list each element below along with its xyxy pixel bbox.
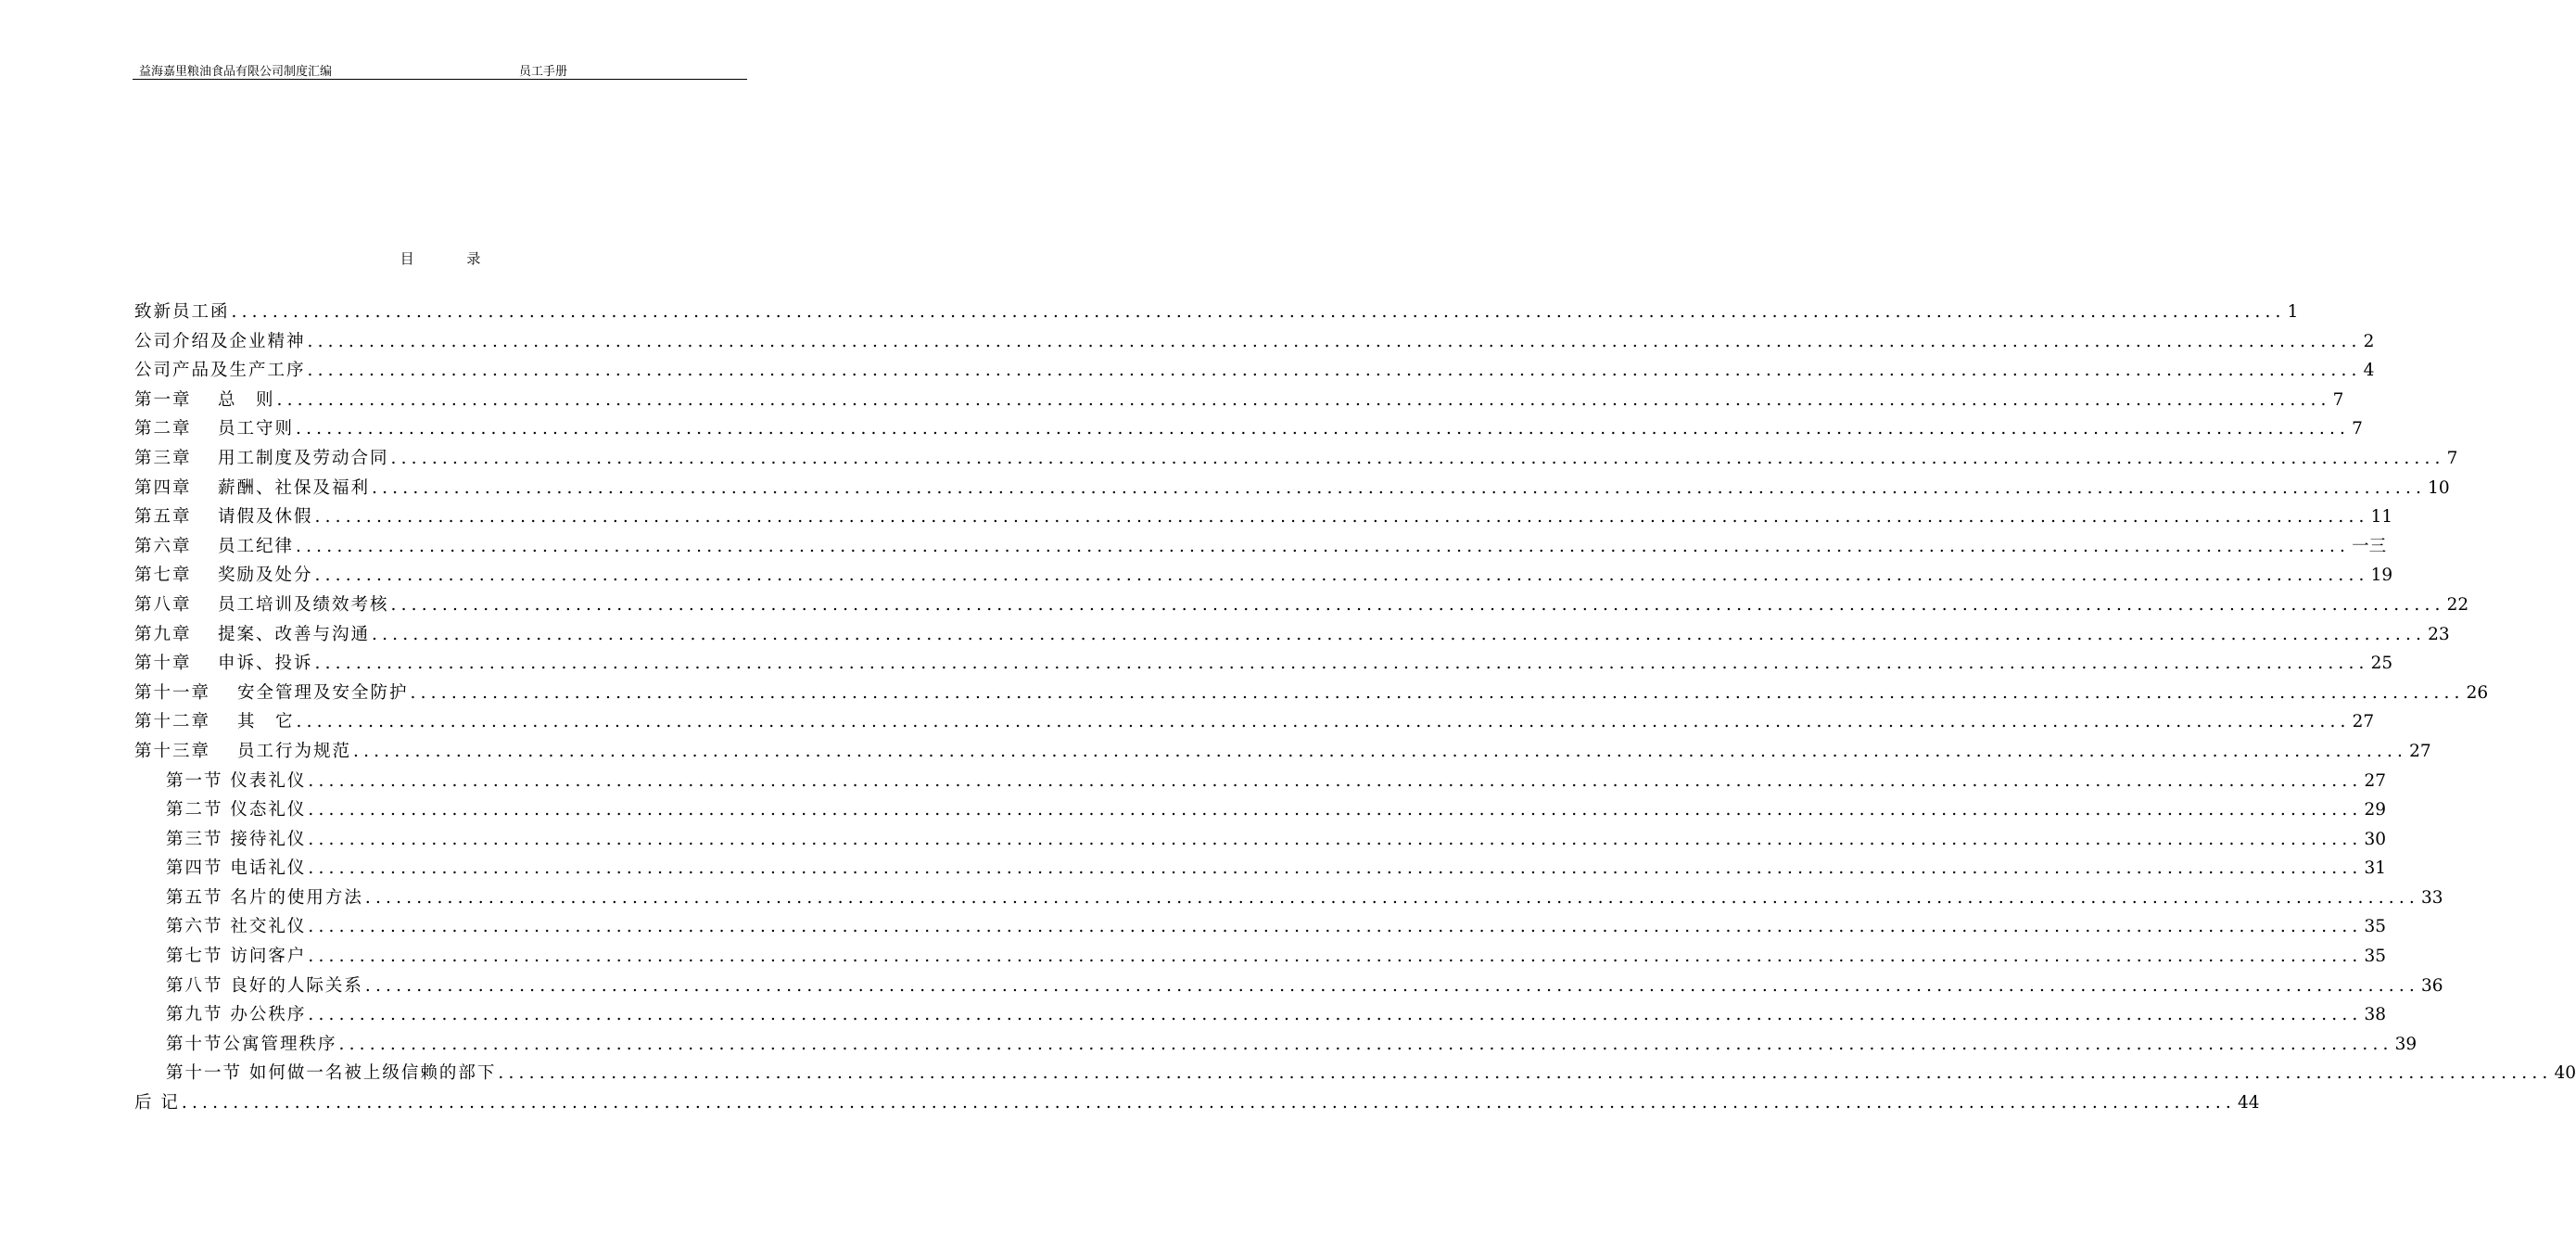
toc-dot-leader: ........................................................................................................................................................................................................ [296,712,2351,732]
toc-entry[interactable] [134,1089,2260,1119]
toc-page-number: 1 [2287,302,2299,322]
toc-entry[interactable] [134,387,2344,416]
toc-entry-title: 奖励及处分 [218,566,313,586]
toc-page-number: 33 [2421,887,2443,908]
toc-dot-leader: ........................................................................................................................................................................................................ [276,389,2331,410]
toc-page-number: 44 [2238,1093,2260,1113]
toc-section-entry[interactable] [134,1031,2417,1061]
toc-entry-title: 员工行为规范 [237,741,352,761]
toc-dot-leader: ........................................................................................................................................................................................................ [390,594,2445,615]
toc-dot-leader: ........................................................................................................................................................................................................ [308,858,2363,879]
toc-chapter-number: 第二章 [134,419,192,439]
toc-entry[interactable] [134,445,2458,475]
toc-page-number: 一三 [2352,536,2387,556]
toc-page-number: 7 [2352,419,2363,439]
toc-page-number: 11 [2370,507,2393,528]
toc-dot-leader: ........................................................................................................................................................................................................ [308,1005,2363,1025]
toc-entry-title: 第十一节 如何做一名被上级信赖的部下 [166,1063,497,1084]
toc-entry-title: 第三节 接待礼仪 [166,829,307,849]
toc-entry-title: 第九节 办公秩序 [166,1005,307,1025]
toc-page-number: 19 [2370,566,2393,586]
toc-page-number: 7 [2446,448,2458,468]
header-company-title: 益海嘉里粮油食品有限公司制度汇编 [139,65,333,79]
toc-page-number: 29 [2364,800,2387,820]
toc-dot-leader: ........................................................................................................................................................................................................ [307,331,2362,351]
toc-section-entry[interactable] [134,1001,2387,1031]
toc-entry[interactable] [134,357,2375,387]
toc-entry[interactable] [134,475,2450,504]
toc-dot-leader: ........................................................................................................................................................................................................ [364,975,2420,996]
toc-entry-title: 请假及休假 [218,507,313,528]
toc-page-number: 30 [2364,829,2387,849]
toc-section-entry[interactable] [134,884,2443,914]
toc-chapter-number: 第六章 [134,536,192,556]
toc-entry[interactable] [134,680,2489,709]
toc-entry[interactable] [134,503,2393,533]
toc-entry-title: 员工纪律 [218,536,295,556]
toc-chapter-number: 第十一章 [134,682,211,703]
toc-page-number: 25 [2370,654,2393,674]
toc-entry-title: 第六节 社交礼仪 [166,917,307,937]
toc-dot-leader: ........................................................................................................................................................................................................ [296,419,2351,439]
toc-entry[interactable] [134,738,2431,768]
toc-dot-leader: ........................................................................................................................................................................................................ [308,829,2363,849]
toc-page-number: 39 [2394,1034,2417,1054]
toc-section-entry[interactable] [134,1060,2576,1089]
toc-entry-title: 员工守则 [218,419,295,439]
toc-dot-leader: ........................................................................................................................................................................................................ [307,361,2362,381]
toc-dot-leader: ........................................................................................................................................................................................................ [308,800,2363,820]
toc-entry-title: 总 则 [218,389,275,410]
toc-dot-leader: ........................................................................................................................................................................................................ [314,654,2369,674]
header-document-title: 员工手册 [519,65,568,79]
toc-entry-title: 第四节 电话礼仪 [166,858,307,879]
toc-page-number: 27 [2409,741,2431,761]
page-header [133,59,747,80]
toc-dot-leader: ........................................................................................................................................................................................................ [390,448,2445,468]
toc-entry-title: 提案、改善与沟通 [218,624,371,644]
toc-dot-leader: ........................................................................................................................................................................................................ [372,477,2427,498]
toc-dot-leader: ........................................................................................................................................................................................................ [308,947,2363,967]
toc-entry-title: 致新员工函 [134,302,230,322]
toc-page-number: 26 [2466,682,2489,703]
toc-entry-title: 第二节 仪态礼仪 [166,800,307,820]
toc-dot-leader: ........................................................................................................................................................................................................ [314,566,2369,586]
toc-chapter-number: 第十章 [134,654,192,674]
toc-dot-leader: ........................................................................................................................................................................................................ [353,741,2408,761]
toc-entry-title: 薪酬、社保及福利 [218,477,371,498]
toc-entry[interactable] [134,415,2363,445]
toc-entry-title: 第十节公寓管理秩序 [166,1034,337,1054]
toc-entry-title: 后 记 [134,1093,180,1113]
toc-page-number: 36 [2421,975,2443,996]
toc-page-number: 10 [2428,477,2450,498]
toc-dot-leader: ........................................................................................................................................................................................................ [314,507,2369,528]
toc-chapter-number: 第七章 [134,566,192,586]
toc-dot-leader: ........................................................................................................................................................................................................ [181,1093,2237,1113]
toc-dot-leader: ........................................................................................................................................................................................................ [372,624,2427,644]
toc-dot-leader: ........................................................................................................................................................................................................ [410,682,2465,703]
toc-page-number: 31 [2364,858,2387,879]
toc-entry-title: 公司介绍及企业精神 [134,331,306,351]
toc-chapter-number: 第十三章 [134,741,211,761]
toc-entry[interactable] [134,708,2375,738]
toc-chapter-number: 第十二章 [134,712,211,732]
toc-page-number: 38 [2364,1005,2387,1025]
toc-section-entry[interactable] [134,913,2387,943]
toc-page-number: 7 [2332,389,2344,410]
toc-entry[interactable] [134,299,2299,328]
toc-entry-title: 用工制度及劳动合同 [218,448,389,468]
toc-chapter-number: 第九章 [134,624,192,644]
toc-entry[interactable] [134,562,2393,591]
toc-entry[interactable] [134,650,2393,680]
toc-dot-leader: ........................................................................................................................................................................................................ [296,536,2351,556]
toc-section-entry[interactable] [134,768,2387,797]
toc-page-number: 35 [2364,917,2387,937]
toc-entry-title: 第八节 良好的人际关系 [166,975,363,996]
toc-dot-leader: ........................................................................................................................................................................................................ [308,917,2363,937]
toc-dot-leader: ........................................................................................................................................................................................................ [364,887,2420,908]
toc-entry[interactable] [134,621,2450,651]
toc-page-number: 2 [2363,331,2375,351]
toc-page-number: 27 [2352,712,2375,732]
toc-entry-title: 申诉、投诉 [218,654,313,674]
toc-entry-title: 第一节 仪表礼仪 [166,770,307,791]
toc-chapter-number: 第八章 [134,594,192,615]
table-of-contents [134,299,2576,1119]
toc-entry-title: 其 它 [237,712,295,732]
toc-page-number: 4 [2363,361,2375,381]
toc-heading: 目 录 [400,250,505,267]
toc-dot-leader: ........................................................................................................................................................................................................ [338,1034,2393,1054]
toc-chapter-number: 第五章 [134,507,192,528]
toc-section-entry[interactable] [134,943,2387,973]
toc-page-number: 22 [2446,594,2469,615]
toc-page-number: 35 [2364,947,2387,967]
toc-chapter-number: 第四章 [134,477,192,498]
toc-chapter-number: 第一章 [134,389,192,410]
toc-entry-title: 第五节 名片的使用方法 [166,887,363,908]
toc-entry-title: 第七节 访问客户 [166,947,307,967]
toc-chapter-number: 第三章 [134,448,192,468]
toc-entry-title: 员工培训及绩效考核 [218,594,389,615]
toc-entry[interactable] [134,533,2387,563]
toc-section-entry[interactable] [134,973,2443,1002]
toc-section-entry[interactable] [134,826,2387,856]
toc-page-number: 27 [2364,770,2387,791]
toc-entry[interactable] [134,591,2469,621]
toc-dot-leader: ........................................................................................................................................................................................................ [308,770,2363,791]
toc-entry[interactable] [134,328,2375,358]
toc-entry-title: 公司产品及生产工序 [134,361,306,381]
toc-page-number: 23 [2428,624,2450,644]
toc-section-entry[interactable] [134,796,2387,826]
toc-page-number: 40 [2554,1063,2576,1084]
toc-dot-leader: ........................................................................................................................................................................................................ [231,302,2286,322]
toc-section-entry[interactable] [134,855,2387,884]
toc-entry-title: 安全管理及安全防护 [237,682,409,703]
toc-dot-leader: ........................................................................................................................................................................................................ [498,1063,2553,1084]
